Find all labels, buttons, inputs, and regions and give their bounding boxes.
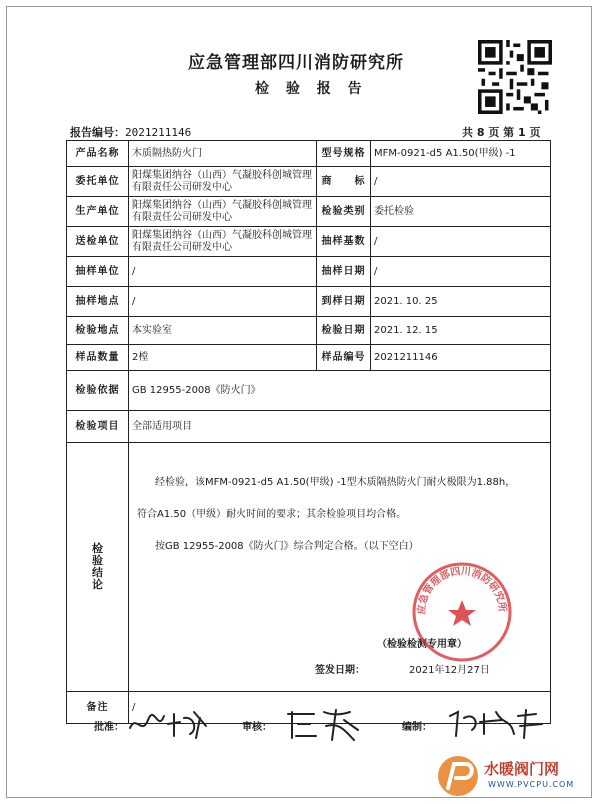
org-name: 应急管理部四川消防研究所 (188, 53, 404, 73)
site-watermark[interactable] (430, 748, 600, 804)
sample-no-value: 2021211146 (371, 345, 551, 371)
report-number-label: 报告编号： (70, 126, 125, 139)
conclusion-label-char: 论 (92, 578, 103, 591)
conclusion-label-char: 验 (92, 554, 103, 567)
sender-label: 送检单位 (67, 227, 129, 257)
remarks-label: 备注 (67, 692, 129, 724)
sample-qty-label: 样品数量 (67, 345, 129, 371)
conclusion-paragraph-1: 经检验，该MFM-0921-d5 A1.50(甲级) -1型木质隔热防火门耐火极限为1.88h， (155, 477, 516, 488)
product-name-label: 产品名称 (67, 141, 129, 167)
sample-no-label: 样品编号 (317, 345, 371, 371)
official-seal-icon (410, 560, 514, 664)
arrival-date-value: 2021. 10. 25 (371, 287, 551, 317)
conclusion-label-char: 检 (92, 542, 103, 555)
seal-note: （检验检测专用章） (377, 639, 467, 650)
sample-qty-value: 2樘 (129, 345, 317, 371)
sampling-date-label: 抽样日期 (317, 257, 371, 287)
test-type-value: 委托检验 (371, 197, 551, 227)
table-row (67, 287, 551, 317)
table-row (67, 197, 551, 227)
compile-label: 编制： (402, 722, 432, 733)
reviewer-signature-icon (284, 706, 374, 744)
report-title: 检 验 报 告 (255, 81, 368, 97)
conclusion-label (67, 443, 129, 692)
seal-text: 应急管理部四川消防研究所 (416, 566, 508, 615)
test-place-value: 本实验室 (129, 317, 317, 345)
items-value: 全部适用项目 (129, 411, 551, 443)
client-label: 委托单位 (67, 167, 129, 197)
approver-signature-icon (124, 706, 214, 742)
trademark-label: 商 标 (317, 167, 371, 197)
model-label: 型号规格 (317, 141, 371, 167)
review-label: 审核： (242, 722, 272, 733)
basis-value: GB 12955-2008《防火门》 (129, 371, 551, 411)
table-row (67, 317, 551, 345)
brand-name: 水暖阀门网 (484, 760, 560, 778)
page-count: 共 8 页 第 1 页 (462, 126, 541, 139)
table-row (67, 257, 551, 287)
brand-logo-icon (434, 752, 482, 800)
sampling-unit-label: 抽样单位 (67, 257, 129, 287)
approval-signatures (94, 706, 574, 746)
test-type-label: 检验类别 (317, 197, 371, 227)
conclusion-paragraph-2: 符合A1.50（甲级）耐火时间的要求；其余检验项目均合格。 (137, 509, 407, 520)
approve-label: 批准： (94, 722, 124, 733)
sender-value: 阳煤集团纳谷（山西）气凝胶科创城管理有限责任公司研发中心 (129, 227, 317, 257)
test-date-label: 检验日期 (317, 317, 371, 345)
table-row (67, 167, 551, 197)
trademark-value: / (371, 167, 551, 197)
qr-code-icon[interactable] (478, 40, 552, 114)
items-label: 检验项目 (67, 411, 129, 443)
sampling-place-value: / (129, 287, 317, 317)
conclusion-label-char: 结 (92, 566, 103, 579)
report-number-value: 2021211146 (125, 126, 192, 139)
sign-date-value: 2021年12月27日 (409, 665, 490, 676)
table-row (67, 227, 551, 257)
test-date-value: 2021. 12. 15 (371, 317, 551, 345)
table-row (67, 371, 551, 411)
table-row (67, 411, 551, 443)
model-value: MFM-0921-d5 A1.50(甲级) -1 (371, 141, 551, 167)
table-row (67, 141, 551, 167)
remarks-value: / (129, 692, 551, 724)
sampling-unit-value: / (129, 257, 317, 287)
client-value: 阳煤集团纳谷（山西）气凝胶科创城管理有限责任公司研发中心 (129, 167, 317, 197)
report-number (70, 124, 191, 140)
brand-url: WWW.PVCPU.COM (488, 780, 575, 789)
conclusion-paragraph-3: 按GB 12955-2008《防火门》综合判定合格。（以下空白） (155, 541, 419, 552)
test-place-label: 检验地点 (67, 317, 129, 345)
arrival-date-label: 到样日期 (317, 287, 371, 317)
producer-label: 生产单位 (67, 197, 129, 227)
product-name-value: 木质隔热防火门 (129, 141, 317, 167)
sample-base-value: / (371, 227, 551, 257)
basis-label: 检验依据 (67, 371, 129, 411)
sampling-date-value: / (371, 257, 551, 287)
sign-date-label: 签发日期： (315, 665, 365, 676)
table-row (67, 345, 551, 371)
sampling-place-label: 抽样地点 (67, 287, 129, 317)
producer-value: 阳煤集团纳谷（山西）气凝胶科创城管理有限责任公司研发中心 (129, 197, 317, 227)
compiler-signature-icon (444, 706, 554, 742)
sample-base-label: 抽样基数 (317, 227, 371, 257)
